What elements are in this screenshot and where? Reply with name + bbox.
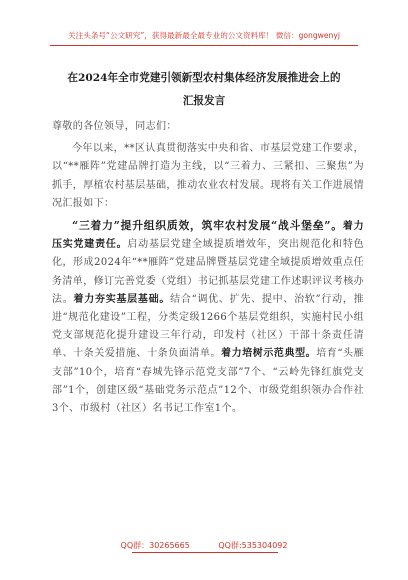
header-divider — [50, 45, 358, 46]
sub3-text: 培育“头雁支部”10个，培育“春城先锋示范党支部”7个、“云岭先锋红旗党支部”1个，创建区级“基础党务示范点”12个、市级党组织领办合作社3个、市级村（社区）名书记工作室1个。 — [52, 348, 364, 415]
sub3-heading: 着力培树示范典型。 — [221, 348, 317, 360]
document-title-line1: 在2024年全市党建引领新型农村集体经济发展推进会上的 — [67, 72, 341, 84]
footer-banner — [0, 540, 408, 551]
sub1-heading: 着力压实党建责任。 — [52, 221, 364, 251]
section1-paragraph — [52, 217, 364, 418]
sub1-text: 启动基层党建全域提质增效年，突出规范化和特色化，形成2024年“**雁阵”党建品牌暨基层党建全域提质增效重点任务清单，修订完善党委（党组）书记抓基层党建工作述职评议考核办法。 — [52, 239, 364, 305]
footer-divider — [132, 552, 278, 553]
salutation: 尊敬的各位领导，同志们： — [52, 121, 177, 132]
section1-heading: “三着力”提升组织质效，筑牢农村发展“战斗堡垒”。 — [72, 219, 343, 233]
document-title-line2: 汇报发言 — [182, 95, 226, 107]
header-banner: 关注头条号“公文研究”，获得最新最全最专业的公文资料库！ 微信：gongwenyj — [68, 31, 340, 40]
sub2-heading: 着力夯实基层基础。 — [73, 293, 171, 305]
intro-paragraph: 今年以来，**区认真贯彻落实中央和省、市基层党建工作要求，以“**雁阵”党建品牌打造为主线，以“三着力、三紧扣、三聚焦”为抓手，厚植农村基层基础，推动农业农村发展。现将有关工作进展情况汇报如下： — [52, 143, 364, 209]
footer-qq-group-2: QQ群:535304092 — [218, 541, 288, 550]
document-body — [52, 118, 364, 418]
sub2-text: 结合“调优、扩先、提中、治软”行动，推进“规范化建设”工程，分类定级1266个基层党组织，实施村民小组党支部规范化提升建设三年行动，印发村（社区）干部十条责任清单、十条关爱措施、十条负面清单。 — [52, 293, 365, 360]
footer-qq-group-1: QQ群：30265665 — [120, 541, 190, 550]
